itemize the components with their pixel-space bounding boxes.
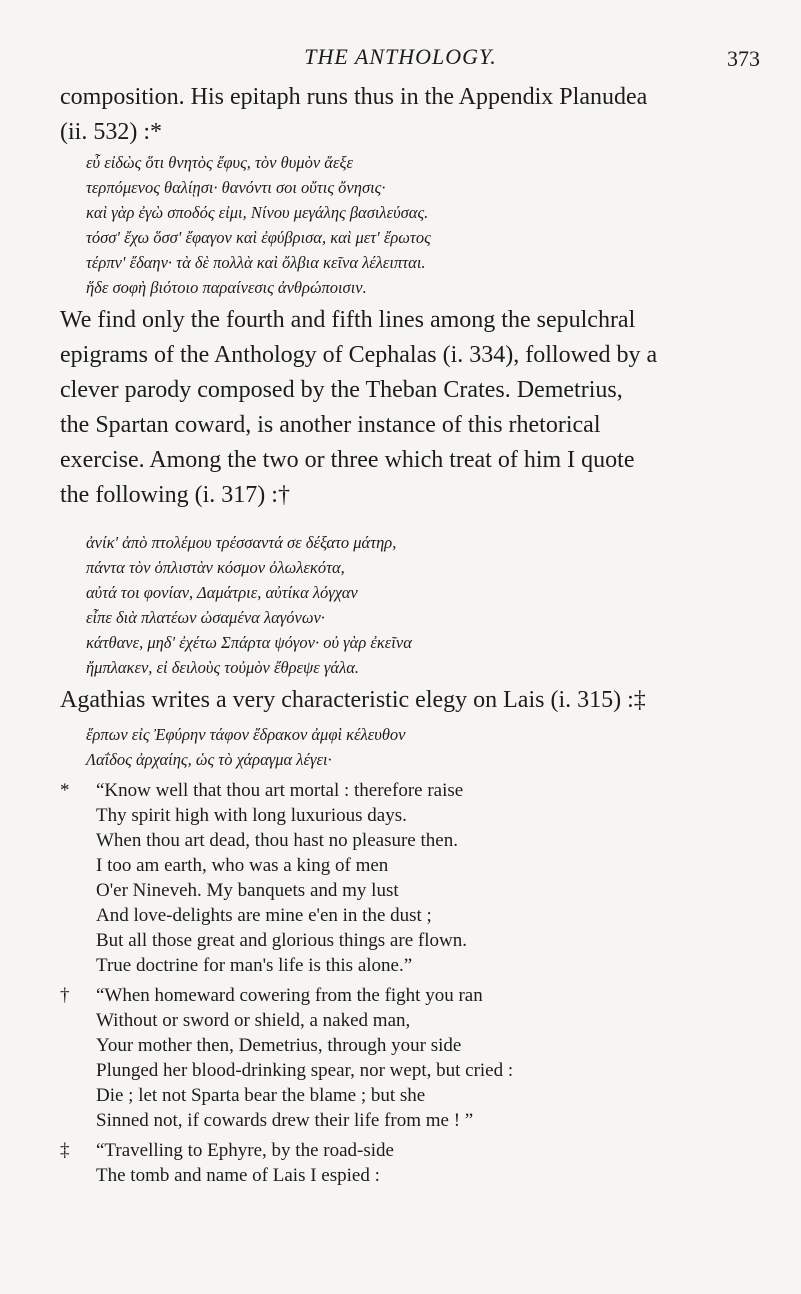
footnote-line: Sinned not, if cowards drew their life from me ! ” <box>96 1110 474 1131</box>
text-line: Agathias writes a very characteristic elegy on Lais (i. 315) :‡ <box>60 687 646 713</box>
running-head: THE ANTHOLOGY. <box>304 44 497 69</box>
verse-line: ἀνίκ' ἀπὸ πτολέμου τρέσσαντά σε δέξατο μάτηρ, <box>86 533 397 552</box>
footnote-line: Your mother then, Demetrius, through your side <box>96 1035 462 1056</box>
verse-line: εἶπε διὰ πλατέων ὠσαμένα λαγόνων· <box>86 608 325 627</box>
verse-line: κάτθανε, μηδ' ἐχέτω Σπάρτα ψόγον· οὐ γὰρ ἐκεῖνα <box>86 633 412 652</box>
page-number: 373 <box>727 46 760 71</box>
footnote-marker: * <box>60 780 70 801</box>
verse-line: πάντα τὸν ὁπλιστὰν κόσμον ὀλωλεκότα, <box>86 558 345 577</box>
paragraph-demetrius <box>60 303 760 513</box>
footnote-line: O'er Nineveh. My banquets and my lust <box>96 880 399 901</box>
verse-line: Λαΐδος ἀρχαίης, ὡς τὸ χάραγμα λέγει· <box>86 750 332 769</box>
paragraph-lais <box>60 683 760 718</box>
verse-line: ἤμπλακεν, εἰ δειλοὺς τοὐμὸν ἔθρεψε γάλα. <box>86 658 359 677</box>
footnote-line: † “When homeward cowering from the fight you ran <box>60 985 483 1006</box>
footnote-line: True doctrine for man's life is this alone.” <box>96 955 413 976</box>
footnote-line: ‡ “Travelling to Ephyre, by the road-side <box>60 1140 394 1161</box>
verse-line: ἕρπων εἰς Ἐφύρην τάφον ἔδρακον ἀμφὶ κέλευθον <box>86 725 406 744</box>
greek-epitaph <box>86 150 746 300</box>
text-line: epigrams of the Anthology of Cephalas (i. 334), followed by a <box>60 342 658 368</box>
text-line: composition. His epitaph runs thus in the Appendix Planudea <box>60 84 648 110</box>
footnote-line: I too am earth, who was a king of men <box>96 855 389 876</box>
text-line: (ii. 532) :* <box>60 119 162 145</box>
footnote-line: But all those great and glorious things are flown. <box>96 930 467 951</box>
footnote-line: The tomb and name of Lais I espied : <box>96 1165 380 1186</box>
footnote-1 <box>60 778 760 978</box>
footnote-2 <box>60 983 760 1133</box>
verse-line: τόσσ' ἔχω ὅσσ' ἔφαγον καὶ ἐφύβρισα, καὶ μετ' ἔρωτος <box>86 228 431 247</box>
footnote-marker: † <box>60 985 70 1006</box>
page-header <box>0 44 801 84</box>
verse-line: τέρπν' ἔδαην· τὰ δὲ πολλὰ καὶ ὄλβια κεῖνα λέλειπται. <box>86 253 426 272</box>
footnote-line: Plunged her blood-drinking spear, nor wept, but cried : <box>96 1060 514 1081</box>
greek-lais <box>86 722 746 772</box>
footnote-marker: ‡ <box>60 1140 70 1161</box>
paragraph-intro <box>60 80 760 150</box>
text-line: the Spartan coward, is another instance of this rhetorical <box>60 412 601 438</box>
verse-line: αὐτά τοι φονίαν, Δαμάτριε, αὐτίκα λόγχαν <box>86 583 358 602</box>
footnote-line: When thou art dead, thou hast no pleasure then. <box>96 830 458 851</box>
footnote-line: And love-delights are mine e'en in the dust ; <box>96 905 432 926</box>
footnote-line: Without or sword or shield, a naked man, <box>96 1010 411 1031</box>
verse-line: ἥδε σοφὴ βιότοιο παραίνεσις ἀνθρώποισιν. <box>86 278 367 297</box>
text-line: the following (i. 317) :† <box>60 482 290 508</box>
footnote-line: Die ; let not Sparta bear the blame ; but she <box>96 1085 426 1106</box>
verse-line: τερπόμενος θαλίῃσι· θανόντι σοι οὔτις ὄνησις· <box>86 178 386 197</box>
footnote-line: * “Know well that thou art mortal : therefore raise <box>60 780 464 801</box>
text-line: exercise. Among the two or three which treat of him I quote <box>60 447 635 473</box>
greek-demetrius <box>86 530 746 680</box>
text-line: We find only the fourth and fifth lines among the sepulchral <box>60 307 636 333</box>
text-line: clever parody composed by the Theban Crates. Demetrius, <box>60 377 623 403</box>
footnote-3 <box>60 1138 760 1188</box>
footnote-line: Thy spirit high with long luxurious days. <box>96 805 407 826</box>
verse-line: καὶ γὰρ ἐγὼ σποδός εἰμι, Νίνου μεγάλης βασιλεύσας. <box>86 203 429 222</box>
verse-line: εὖ εἰδὼς ὅτι θνητὸς ἔφυς, τὸν θυμὸν ἄεξε <box>86 153 354 172</box>
footnotes <box>60 778 760 1188</box>
